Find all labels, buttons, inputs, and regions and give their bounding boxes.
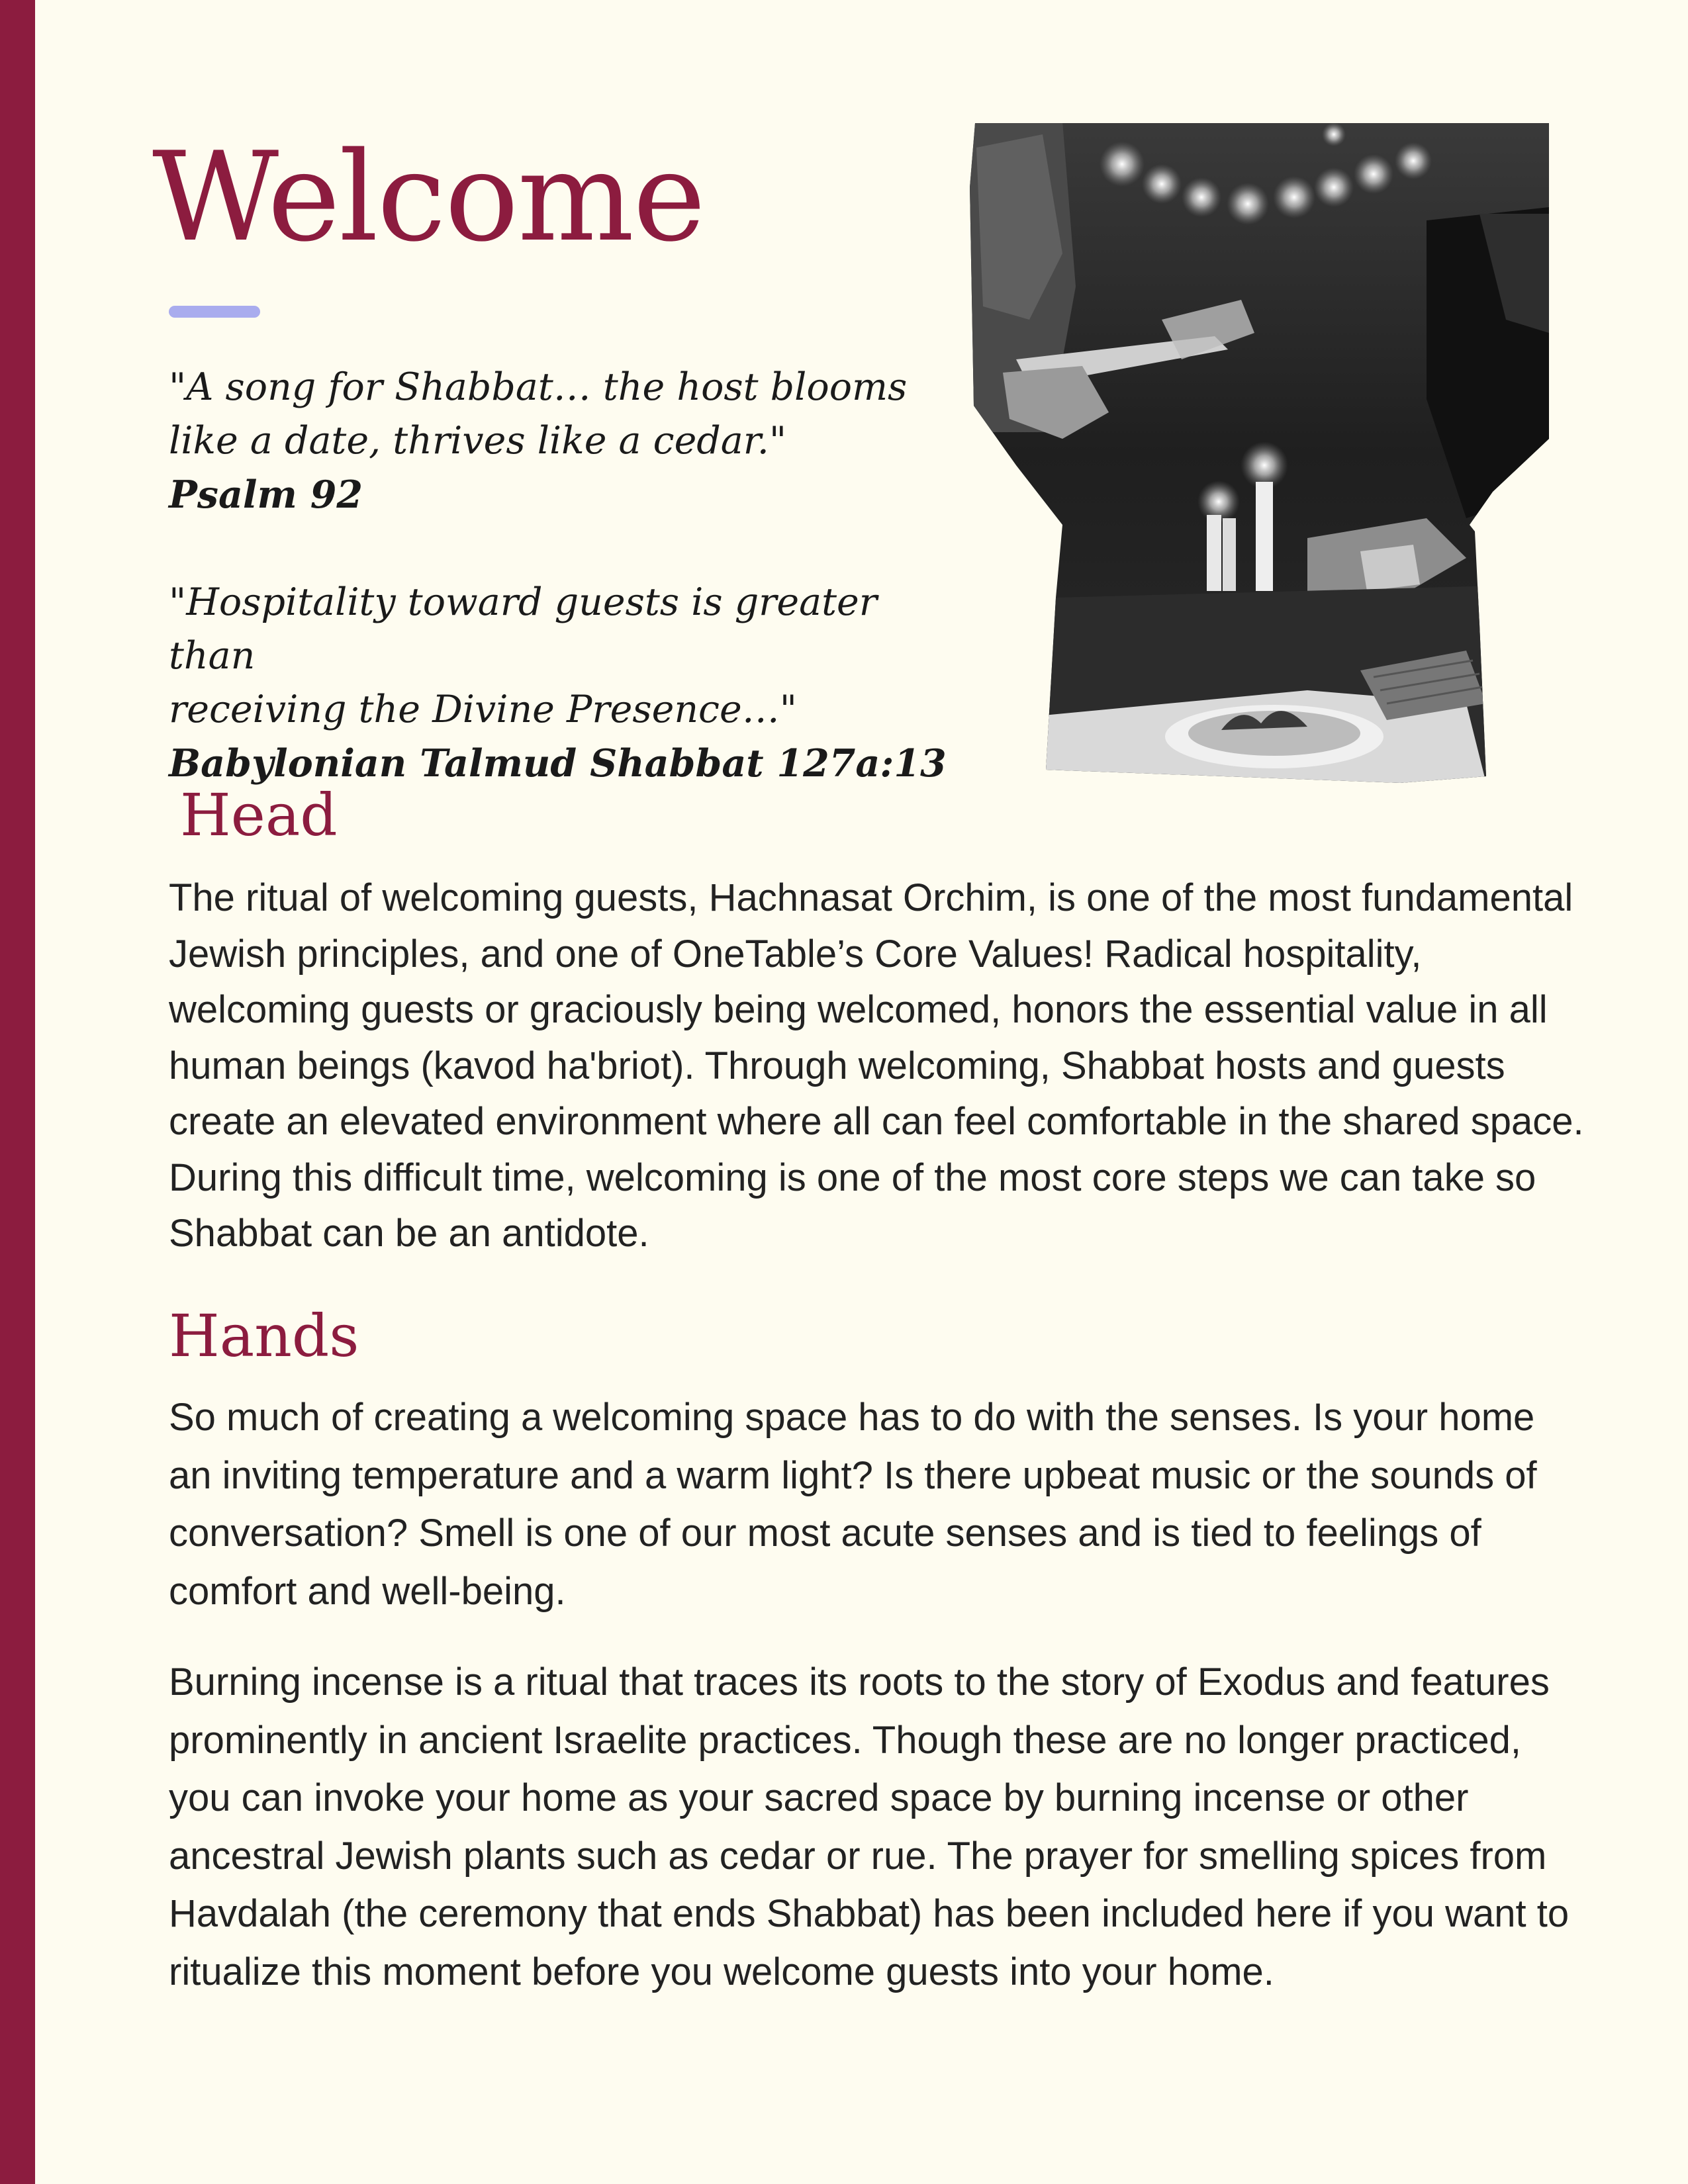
page-title: Welcome — [152, 125, 705, 269]
head-paragraph: The ritual of welcoming guests, Hachnasat Orchim, is one of the most fundamental Jewish principles, and one of OneTable’s Core Values! Radical hospitality, welcoming guests or graciously being welcomed, honors the essential value in all human beings (kavod ha'briot). Through welcoming, Shabbat hosts and guests create an elevated environment where all can feel comfortable in the shared space. During this difficult time, welcoming is one of the most core steps we can take so Shabbat can be an antidote. — [169, 876, 1584, 1255]
quote-text: "A song for Shabbat… the host blooms like a date, thrives like a cedar." — [169, 365, 908, 463]
shabbat-candles-photo — [963, 121, 1549, 783]
hands-paragraph-senses: So much of creating a welcoming space has to do with the senses. Is your home an inviting temperature and a warm light? Is there upbeat music or the sounds of conversation? Smell is one of our most acute senses and is tied to feelings of comfort and well-being. — [169, 1396, 1537, 1613]
quote-text: "Hospitality toward guests is greater than receiving the Divine Presence…" — [169, 580, 878, 731]
quote-source: Psalm 92 — [169, 473, 363, 517]
section-heading-hands: Hands — [169, 1302, 359, 1370]
hands-paragraph-incense: Burning incense is a ritual that traces its roots to the story of Exodus and features prominently in ancient Israelite practices. Though these are no longer practiced, you can invoke your home as your sacred space by burning incense or other ancestral Jewish plants such as cedar or rue. The prayer for smelling spices from Havdalah (the ceremony that ends Shabbat) has been included here if you want to ritualize this moment before you welcome guests into your home. — [169, 1661, 1570, 1993]
quote-psalm — [169, 361, 950, 522]
quote-talmud — [169, 576, 950, 790]
quote-source: Babylonian Talmud Shabbat 127a:13 — [169, 741, 947, 786]
sidebar-stripe — [0, 0, 35, 2184]
title-underline — [169, 306, 260, 318]
section-heading-head: Head — [180, 781, 338, 849]
